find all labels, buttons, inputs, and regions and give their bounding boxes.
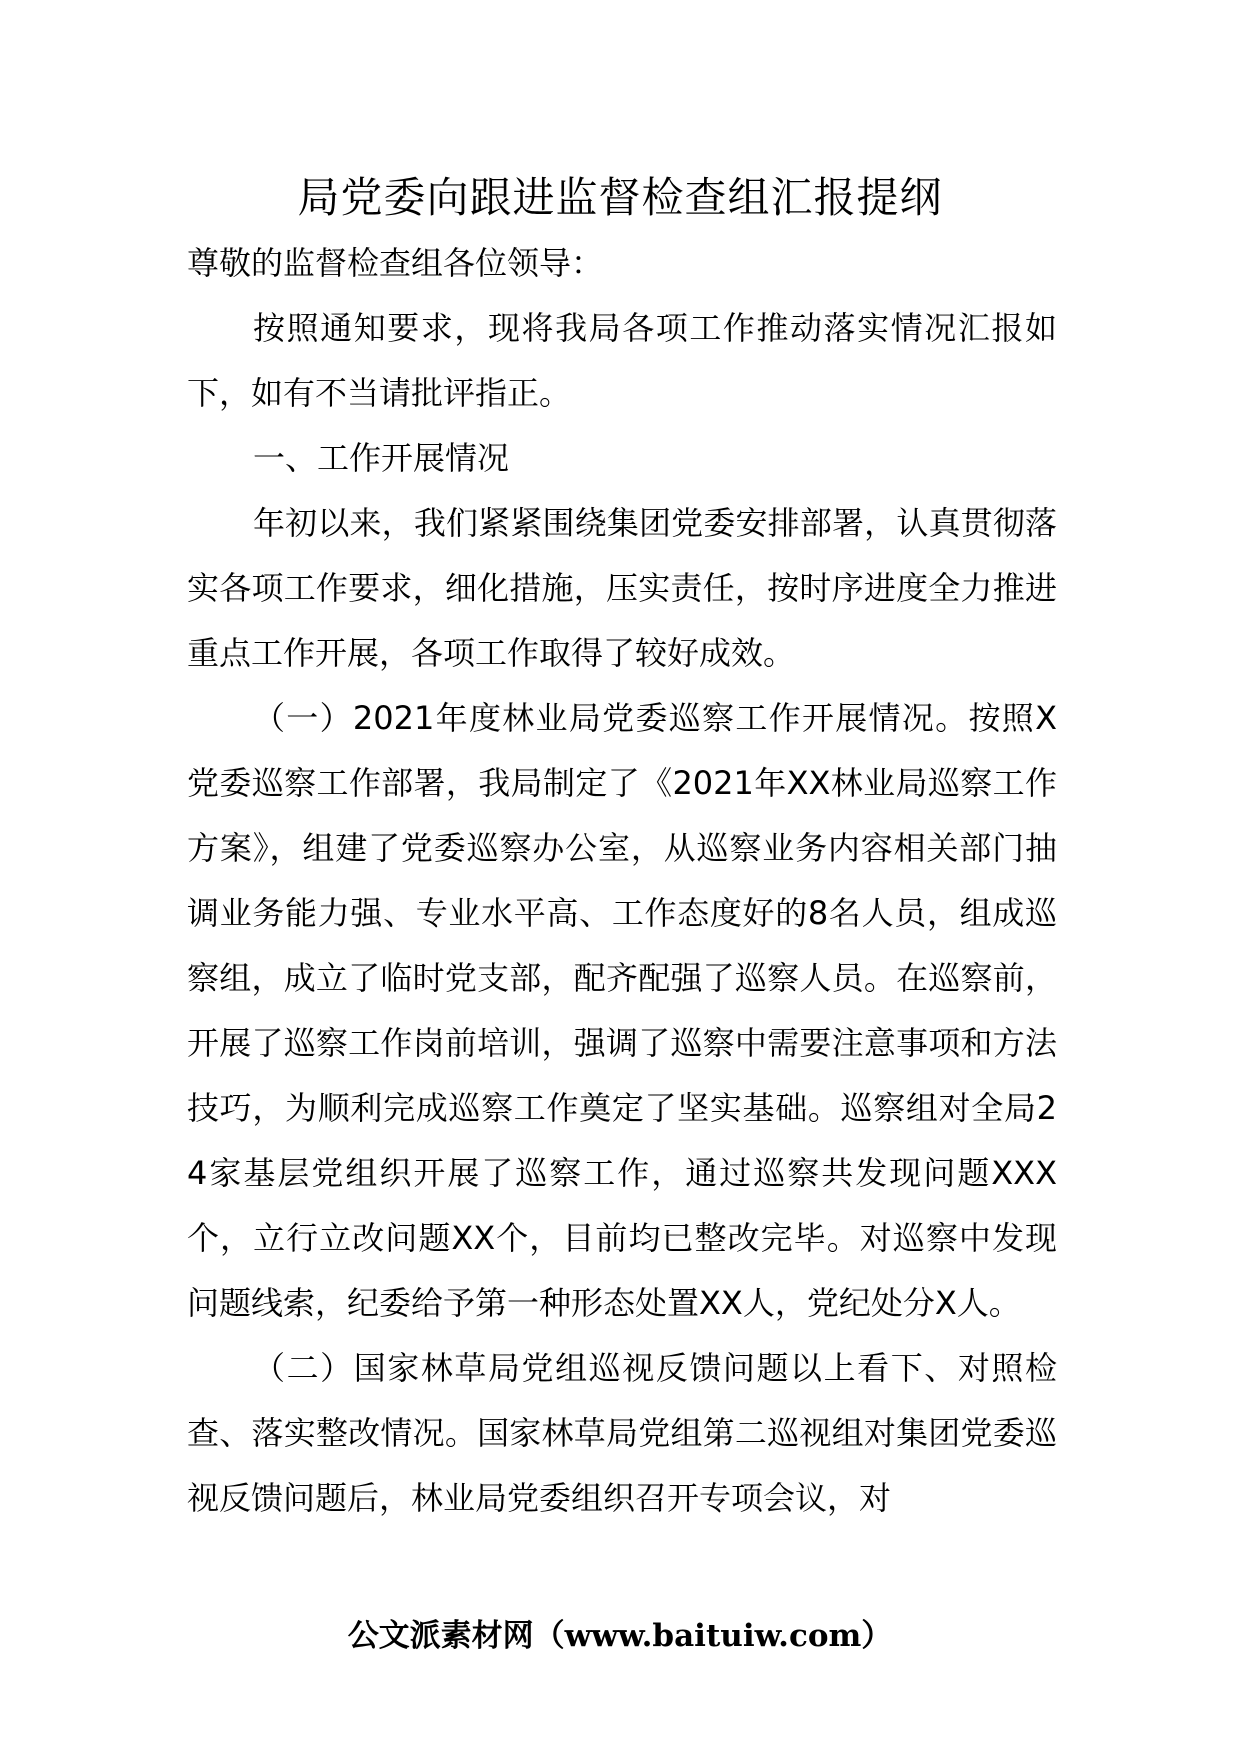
body-paragraph: （一）2021年度林业局党委巡察工作开展情况。按照X党委巡察工作部署，我局制定了《2021年XX林业局巡察工作方案》，组建了党委巡察办公室，从巡察业务内容相关部门抽调业务能力强、专业水平高、工作态度好的8名人员，组成巡察组，成立了临时党支部，配齐配强了巡察人员。在巡察前，开展了巡察工作岗前培训，强调了巡察中需要注意事项和方法技巧，为顺利完成巡察工作奠定了坚实基础。巡察组对全局24家基层党组织开展了巡察工作，通过巡察共发现问题XXX个，立行立改问题XX个，目前均已整改完毕。对巡察中发现问题线索，纪委给予第一种形态处置XX人，党纪处分X人。 — [187, 699, 1057, 1322]
intro-paragraph: 按照通知要求，现将我局各项工作推动落实情况汇报如下，如有不当请批评指正。 — [187, 309, 1057, 412]
salutation: 尊敬的监督检查组各位领导： — [187, 244, 604, 282]
body-paragraph: 年初以来，我们紧紧围绕集团党委安排部署，认真贯彻落实各项工作要求，细化措施，压实责任，按时序进度全力推进重点工作开展，各项工作取得了较好成效。 — [187, 504, 1057, 672]
document-body — [187, 231, 1057, 1531]
footer-watermark: 公文派素材网（www.baituiw.com） — [347, 1618, 893, 1654]
body-paragraph: （二）国家林草局党组巡视反馈问题以上看下、对照检查、落实整改情况。国家林草局党组第二巡视组对集团党委巡视反馈问题后，林业局党委组织召开专项会议，对 — [187, 1349, 1057, 1517]
document-title: 局党委向跟进监督检查组汇报提纲 — [297, 173, 943, 222]
section-heading: 一、工作开展情况 — [253, 439, 510, 477]
